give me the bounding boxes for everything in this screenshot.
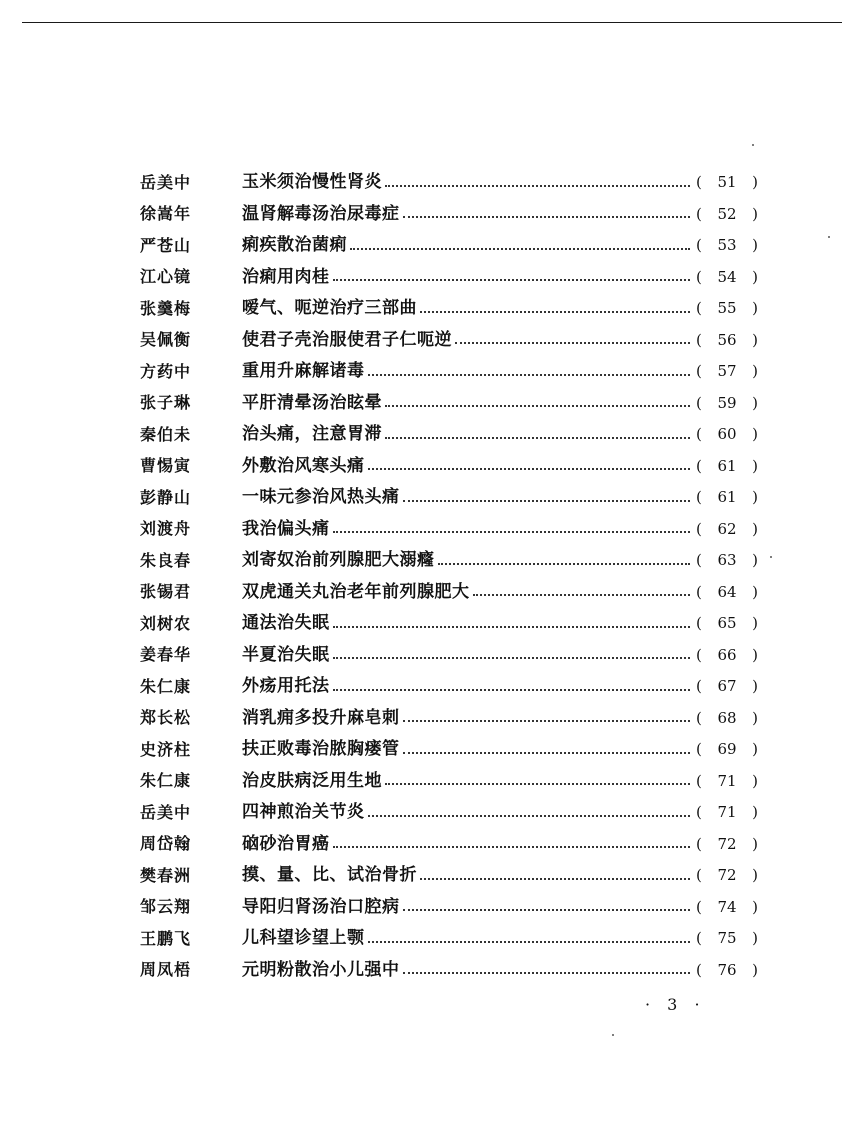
toc-page-ref xyxy=(696,204,760,223)
close-bracket: ) xyxy=(752,488,758,507)
open-bracket: ( xyxy=(696,204,702,223)
toc-page-ref xyxy=(696,960,760,979)
toc-page-ref xyxy=(696,931,760,946)
open-bracket: ( xyxy=(696,236,702,255)
toc-author: 刘渡舟 xyxy=(140,519,192,539)
toc-entry xyxy=(140,734,760,766)
toc-entry xyxy=(140,167,760,199)
dot-leader xyxy=(403,752,691,754)
dot-leader xyxy=(385,783,690,785)
toc-page-number: 65 xyxy=(717,614,737,633)
toc-title: 玉米须治慢性肾炎 xyxy=(242,172,382,193)
open-bracket: ( xyxy=(696,330,702,349)
toc-page-number: 71 xyxy=(717,803,737,822)
toc-author: 岳美中 xyxy=(140,172,192,192)
scan-speck xyxy=(752,144,754,146)
toc-page-ref xyxy=(696,805,760,820)
toc-title: 外疡用托法 xyxy=(242,676,330,697)
toc-title: 消乳痈多投升麻皂刺 xyxy=(242,707,400,728)
close-bracket: ) xyxy=(752,236,758,255)
toc-author: 邹云翔 xyxy=(140,897,192,917)
dot-leader xyxy=(368,374,691,376)
toc-page-number: 64 xyxy=(717,582,737,601)
open-bracket: ( xyxy=(696,488,702,507)
open-bracket: ( xyxy=(696,960,702,979)
toc-page-ref xyxy=(696,364,760,379)
toc-title: 治头痛，注意胃滞 xyxy=(242,424,382,445)
toc-entry xyxy=(140,608,760,640)
close-bracket: ) xyxy=(752,645,758,664)
toc-author: 江心镜 xyxy=(140,267,192,287)
open-bracket: ( xyxy=(696,740,702,759)
close-bracket: ) xyxy=(752,771,758,790)
dot-leader xyxy=(333,657,691,659)
toc-entry xyxy=(140,797,760,829)
close-bracket: ) xyxy=(752,330,758,349)
toc-title: 硇砂治胃癌 xyxy=(242,833,330,854)
close-bracket: ) xyxy=(752,393,758,412)
toc-page-ref xyxy=(696,645,760,664)
toc-entry xyxy=(140,955,760,987)
toc-entry xyxy=(140,230,760,262)
toc-page-number: 71 xyxy=(717,771,737,790)
toc-author: 张锡君 xyxy=(140,582,192,602)
dot-leader xyxy=(333,626,691,628)
dot-leader xyxy=(350,248,690,250)
toc-page-ref xyxy=(696,267,760,286)
toc-title: 嗳气、呃逆治疗三部曲 xyxy=(242,298,417,319)
toc-author: 周凤梧 xyxy=(140,960,192,980)
toc-entry xyxy=(140,514,760,546)
dot-leader xyxy=(368,815,691,817)
open-bracket: ( xyxy=(696,645,702,664)
toc-page-number: 66 xyxy=(717,645,737,664)
toc-page-ref xyxy=(696,427,760,442)
close-bracket: ) xyxy=(752,267,758,286)
toc-title: 外敷治风寒头痛 xyxy=(242,455,365,476)
open-bracket: ( xyxy=(696,834,702,853)
toc-page-number: 54 xyxy=(717,267,737,286)
toc-entry xyxy=(140,766,760,798)
toc-page-ref xyxy=(696,771,760,790)
toc-page-number: 60 xyxy=(717,425,737,444)
toc-page-ref xyxy=(696,616,760,631)
toc-title: 重用升麻解诸毒 xyxy=(242,361,365,382)
toc-entry xyxy=(140,451,760,483)
toc-title: 双虎通关丸治老年前列腺肥大 xyxy=(242,581,470,602)
toc-author: 严苍山 xyxy=(140,235,192,255)
dot-leader xyxy=(403,720,691,722)
toc-page-number: 62 xyxy=(717,519,737,538)
toc-author: 王鹏飞 xyxy=(140,928,192,948)
toc-page-number: 68 xyxy=(717,708,737,727)
toc-author: 朱仁康 xyxy=(140,676,192,696)
toc-author: 岳美中 xyxy=(140,802,192,822)
dot-leader xyxy=(385,405,690,407)
close-bracket: ) xyxy=(752,299,758,318)
toc-page-ref xyxy=(696,679,760,694)
toc-page-number: 61 xyxy=(717,456,737,475)
toc-page-ref xyxy=(696,519,760,538)
open-bracket: ( xyxy=(696,267,702,286)
toc-entry xyxy=(140,262,760,294)
toc-author: 周岱翰 xyxy=(140,834,192,854)
toc-page-number: 69 xyxy=(717,740,737,759)
toc-page-ref xyxy=(696,393,760,412)
toc-page-ref xyxy=(696,897,760,916)
toc-title: 元明粉散治小儿强中 xyxy=(242,959,400,980)
toc-title: 扶正败毒治脓胸瘘管 xyxy=(242,739,400,760)
toc-page-ref xyxy=(696,456,760,475)
open-bracket: ( xyxy=(696,771,702,790)
toc-entry xyxy=(140,293,760,325)
toc-author: 张羹梅 xyxy=(140,298,192,318)
toc-author: 张子琳 xyxy=(140,393,192,413)
open-bracket: ( xyxy=(696,614,702,633)
toc-page-number: 55 xyxy=(717,299,737,318)
toc-page-number: 53 xyxy=(717,236,737,255)
toc-author: 樊春洲 xyxy=(140,865,192,885)
close-bracket: ) xyxy=(752,740,758,759)
toc-entry xyxy=(140,860,760,892)
table-of-contents xyxy=(140,167,760,986)
toc-page-number: 56 xyxy=(717,330,737,349)
scan-speck xyxy=(612,1034,614,1036)
toc-page-ref xyxy=(696,582,760,601)
toc-entry xyxy=(140,388,760,420)
close-bracket: ) xyxy=(752,834,758,853)
toc-page-ref xyxy=(696,238,760,253)
open-bracket: ( xyxy=(696,173,702,192)
open-bracket: ( xyxy=(696,551,702,570)
toc-page-number: 76 xyxy=(717,960,737,979)
open-bracket: ( xyxy=(696,393,702,412)
toc-page-ref xyxy=(696,868,760,883)
dot-leader xyxy=(403,500,691,502)
dot-leader xyxy=(368,468,691,470)
toc-title: 刘寄奴治前列腺肥大溺癃 xyxy=(242,550,435,571)
toc-page-number: 74 xyxy=(717,897,737,916)
close-bracket: ) xyxy=(752,173,758,192)
toc-page-ref xyxy=(696,834,760,853)
toc-page-number: 52 xyxy=(717,204,737,223)
toc-title: 温肾解毒汤治尿毒症 xyxy=(242,203,400,224)
open-bracket: ( xyxy=(696,582,702,601)
toc-page-number: 61 xyxy=(717,488,737,507)
toc-page-ref xyxy=(696,490,760,505)
toc-page-number: 51 xyxy=(717,173,737,192)
dot-leader xyxy=(333,531,691,533)
toc-author: 曹惕寅 xyxy=(140,456,192,476)
toc-title: 平肝清晕汤治眩晕 xyxy=(242,392,382,413)
toc-entry xyxy=(140,545,760,577)
close-bracket: ) xyxy=(752,456,758,475)
toc-page-ref xyxy=(696,330,760,349)
toc-title: 治皮肤病泛用生地 xyxy=(242,770,382,791)
dot-leader xyxy=(333,689,691,691)
toc-entry xyxy=(140,703,760,735)
open-bracket: ( xyxy=(696,677,702,696)
close-bracket: ) xyxy=(752,425,758,444)
toc-title: 一味元参治风热头痛 xyxy=(242,487,400,508)
close-bracket: ) xyxy=(752,582,758,601)
top-rule xyxy=(22,22,842,23)
toc-entry xyxy=(140,482,760,514)
dot-leader xyxy=(385,185,690,187)
toc-page-ref xyxy=(696,742,760,757)
toc-page-number: 72 xyxy=(717,866,737,885)
toc-author: 刘树农 xyxy=(140,613,192,633)
scan-speck xyxy=(828,236,830,238)
dot-leader xyxy=(403,972,691,974)
toc-entry xyxy=(140,892,760,924)
close-bracket: ) xyxy=(752,960,758,979)
open-bracket: ( xyxy=(696,708,702,727)
toc-page-number: 63 xyxy=(717,551,737,570)
toc-page-ref xyxy=(696,553,760,568)
toc-entry xyxy=(140,640,760,672)
close-bracket: ) xyxy=(752,614,758,633)
dot-leader xyxy=(368,941,691,943)
close-bracket: ) xyxy=(752,708,758,727)
toc-title: 半夏治失眠 xyxy=(242,644,330,665)
close-bracket: ) xyxy=(752,803,758,822)
toc-entry xyxy=(140,325,760,357)
toc-page-ref xyxy=(696,301,760,316)
scan-speck xyxy=(770,556,772,558)
dot-leader xyxy=(333,279,691,281)
dot-leader xyxy=(403,216,691,218)
open-bracket: ( xyxy=(696,425,702,444)
toc-author: 朱仁康 xyxy=(140,771,192,791)
dot-leader xyxy=(420,311,690,313)
toc-author: 郑长松 xyxy=(140,708,192,728)
dot-leader xyxy=(420,878,690,880)
toc-entry xyxy=(140,577,760,609)
toc-page-number: 72 xyxy=(717,834,737,853)
toc-title: 我治偏头痛 xyxy=(242,518,330,539)
toc-author: 秦伯未 xyxy=(140,424,192,444)
close-bracket: ) xyxy=(752,551,758,570)
dot-leader xyxy=(438,563,691,565)
close-bracket: ) xyxy=(752,929,758,948)
toc-entry xyxy=(140,356,760,388)
toc-page-number: 67 xyxy=(717,677,737,696)
open-bracket: ( xyxy=(696,299,702,318)
close-bracket: ) xyxy=(752,519,758,538)
dot-leader xyxy=(403,909,691,911)
toc-title: 摸、量、比、试治骨折 xyxy=(242,865,417,886)
dot-leader xyxy=(385,437,690,439)
close-bracket: ) xyxy=(752,677,758,696)
page-number: · 3 · xyxy=(645,995,706,1014)
open-bracket: ( xyxy=(696,897,702,916)
toc-title: 通法治失眠 xyxy=(242,613,330,634)
toc-title: 儿科望诊望上颚 xyxy=(242,928,365,949)
toc-author: 徐嵩年 xyxy=(140,204,192,224)
toc-entry xyxy=(140,671,760,703)
toc-page-ref xyxy=(696,708,760,727)
open-bracket: ( xyxy=(696,456,702,475)
toc-entry xyxy=(140,829,760,861)
open-bracket: ( xyxy=(696,362,702,381)
close-bracket: ) xyxy=(752,204,758,223)
toc-title: 导阳归肾汤治口腔病 xyxy=(242,896,400,917)
open-bracket: ( xyxy=(696,866,702,885)
open-bracket: ( xyxy=(696,929,702,948)
toc-title: 痢疾散治菌痢 xyxy=(242,235,347,256)
open-bracket: ( xyxy=(696,519,702,538)
toc-page-ref xyxy=(696,175,760,190)
toc-title: 四神煎治关节炎 xyxy=(242,802,365,823)
toc-page-number: 75 xyxy=(717,929,737,948)
toc-author: 朱良春 xyxy=(140,550,192,570)
toc-author: 史济柱 xyxy=(140,739,192,759)
toc-entry xyxy=(140,923,760,955)
toc-entry xyxy=(140,199,760,231)
close-bracket: ) xyxy=(752,897,758,916)
toc-title: 使君子壳治服使君子仁呃逆 xyxy=(242,329,452,350)
toc-page-number: 59 xyxy=(717,393,737,412)
toc-author: 彭静山 xyxy=(140,487,192,507)
toc-author: 方药中 xyxy=(140,361,192,381)
close-bracket: ) xyxy=(752,866,758,885)
toc-author: 吴佩衡 xyxy=(140,330,192,350)
toc-author: 姜春华 xyxy=(140,645,192,665)
dot-leader xyxy=(333,846,691,848)
toc-title: 治痢用肉桂 xyxy=(242,266,330,287)
dot-leader xyxy=(455,342,690,344)
toc-entry xyxy=(140,419,760,451)
close-bracket: ) xyxy=(752,362,758,381)
dot-leader xyxy=(473,594,691,596)
open-bracket: ( xyxy=(696,803,702,822)
toc-page-number: 57 xyxy=(717,362,737,381)
